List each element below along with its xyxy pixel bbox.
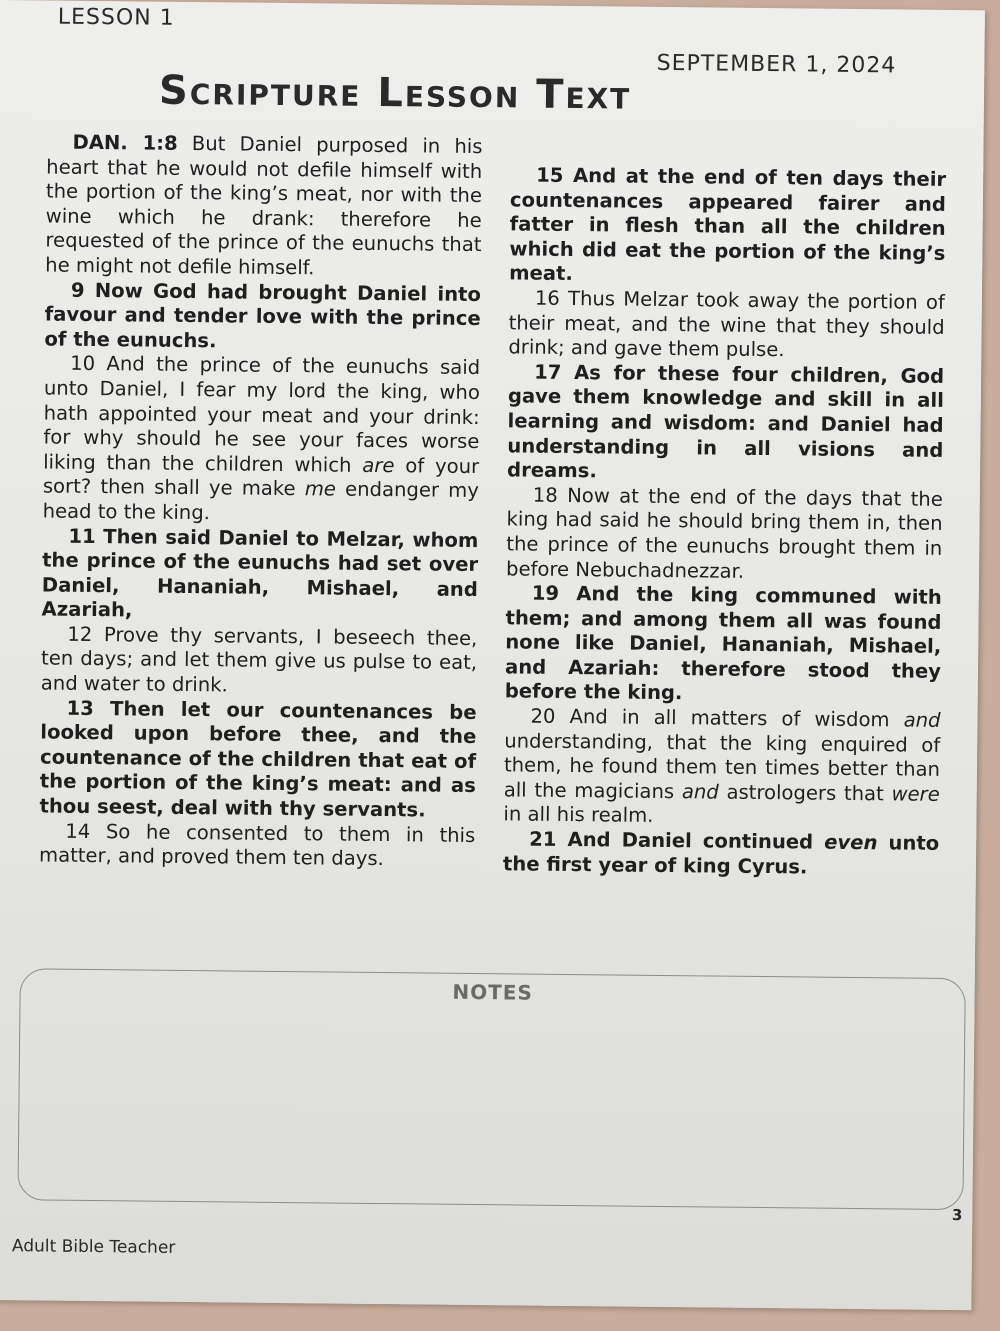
page-title: Scripture Lesson Text [158,67,632,119]
verse-text: of your sort? then shall ye make [42,453,480,501]
verse-9: 9 Now God had brought Daniel into favour and tender love with the prince of the eunuchs. [44,278,482,353]
verse-16: 16 Thus Melzar took away the portion of their meat, and the wine that they should drink; and gave them pulse. [508,286,946,362]
verse-text: in all his realm. [503,802,654,828]
verse-text: astrologers that [718,780,892,806]
italic-word: and [681,780,719,804]
verse-19: 19 And the king communed with them; and among them all was found none like Daniel, Hananiah, Mishael, and Azariah: therefore stood they before the king. [504,581,942,705]
verse-21 [503,827,939,881]
italic-word: were [891,782,940,806]
verse-text: 20 And in all matters of wisdom [530,704,904,732]
verse-15: 15 And at the end of ten days their countenances appeared fairer and fatter in flesh than all the children which did eat the portion of the king’s meat. [509,163,947,286]
verse-text: But Daniel purposed in his heart that he would not defile himself with the portion of the king’s meat, nor with the wine which he drank: therefore he requested of the prince of the eunuchs that he might not defile himself. [45,131,483,280]
verse-13: 13 Then let our countenances be looked upon before thee, and the countenance of the children that eat of the portion of the king’s meat: and as thou seest, deal with thy servants. [39,696,477,822]
verse-11: 11 Then said Daniel to Melzar, whom the prince of the eunuchs had set over Daniel, Hananiah, Mishael, and Azariah, [41,524,479,622]
verse-14: 14 So he consented to them in this matter, and proved them ten days. [38,819,476,871]
verse-17: 17 As for these four children, God gave them knowledge and skill in all learning and wisdom: and Daniel had understanding in all visions and dreams. [506,360,945,483]
scripture-column-left [39,130,483,872]
verse-18: 18 Now at the end of the days that the king had said he should bring them in, then the prince of the eunuchs brought them in before Nebuchadnezzar. [505,483,943,583]
verse-text: unto the first year of king Cyrus. [502,831,940,879]
lesson-date: SEPTEMBER 1, 2024 [656,50,897,79]
notes-label: NOTES [452,979,533,1005]
scripture-reference: DAN. 1:8 [72,130,178,155]
scripture-column-right [503,163,946,881]
publication-name: Adult Bible Teacher [11,1236,176,1258]
page-number: 3 [951,1206,963,1225]
verse-text: 21 And Daniel continued [529,827,825,854]
verse-10 [43,352,481,529]
verse-text: 10 And the prince of the eunuchs said unto Daniel, I fear my lord the king, who hath appointed your meat and your drink: for why should he see your faces worse liking than the children which [43,352,481,477]
verse-text: understanding, that the king enquired of them, he found them ten times better than all the magicians [503,728,941,804]
lesson-number: LESSON 1 [57,4,175,31]
verse-8 [45,130,483,282]
italic-word: even [824,830,878,855]
italic-word: are [362,453,395,477]
italic-word: me [304,477,337,501]
verse-20 [503,704,940,832]
notes-box [17,968,965,1210]
italic-word: and [903,708,941,732]
verse-text: endanger my head to the king. [42,477,480,525]
verse-12: 12 Prove thy servants, I beseech thee, ten days; and let them give us pulse to eat, and water to drink. [40,622,478,697]
